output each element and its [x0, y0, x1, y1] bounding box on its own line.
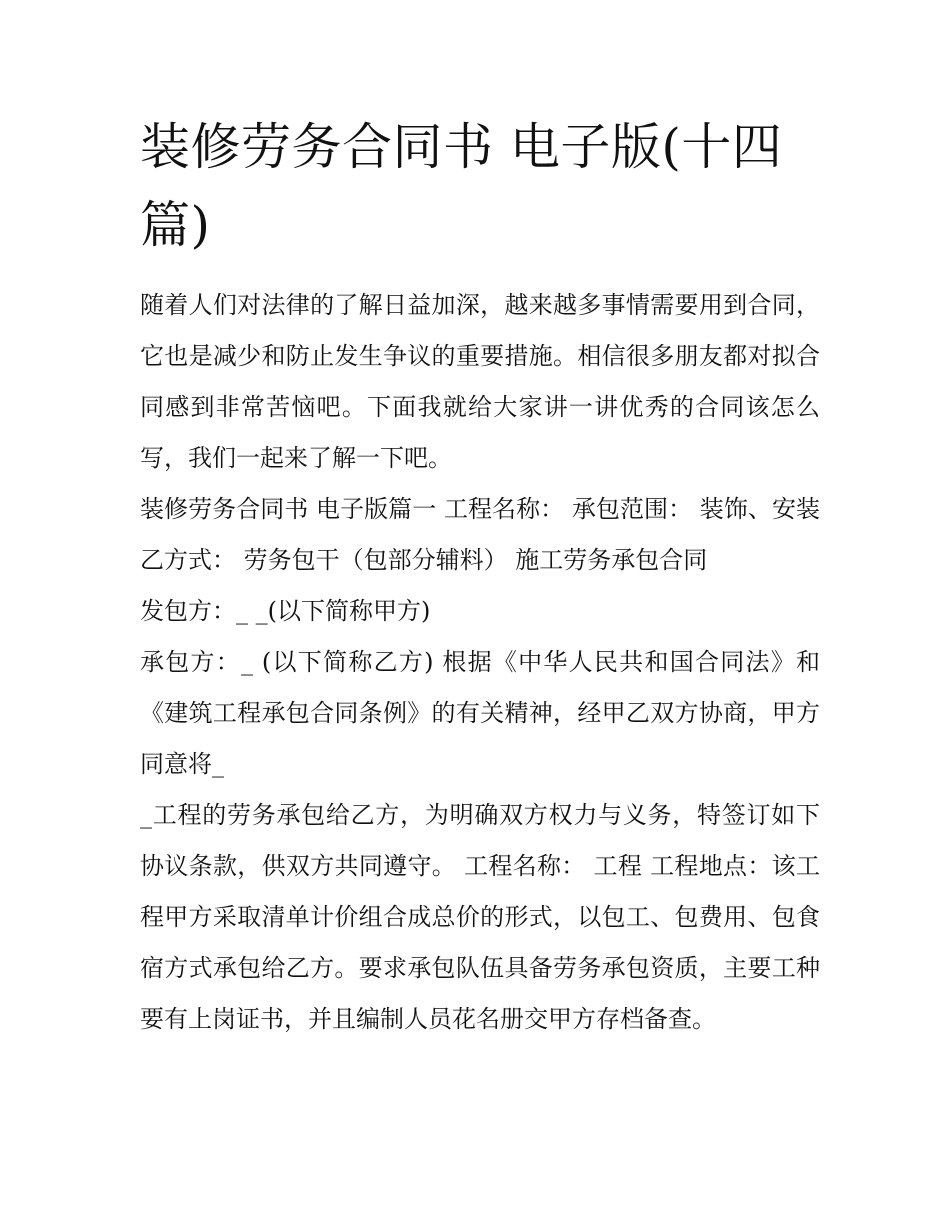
- contract-scope-paragraph: 装修劳务合同书 电子版篇一 工程名称： 承包范围： 装饰、安装 乙方式： 劳务包干（包部分辅料） 施工劳务承包合同: [140, 495, 820, 574]
- party-a-paragraph: 发包方：_ _(以下简称甲方): [140, 597, 431, 625]
- terms-paragraph: _工程的劳务承包给乙方，为明确双方权力与义务，特签订如下协议条款，供双方共同遵守。 工程名称： 工程 工程地点：该工程甲方采取清单计价组合成总价的形式，以包工、包费用、包食宿方式承包给乙方。要求承包队伍具备劳务承包资质，主要工种要有上岗证书，并且编制人员花名册交甲方存档备查。: [140, 801, 820, 1033]
- party-b-paragraph: 承包方：_ (以下简称乙方) 根据《中华人民共和国合同法》和《建筑工程承包合同条例》的有关精神，经甲乙双方协商，甲方同意将_: [140, 648, 820, 778]
- document-page: [140, 108, 820, 1045]
- document-title: 装修劳务合同书 电子版(十四篇): [140, 118, 783, 254]
- intro-paragraph: 随着人们对法律的了解日益加深，越来越多事情需要用到合同，它也是减少和防止发生争议的重要措施。相信很多朋友都对拟合同感到非常苦恼吧。下面我就给大家讲一讲优秀的合同该怎么写，我们一起来了解一下吧。: [140, 291, 820, 472]
